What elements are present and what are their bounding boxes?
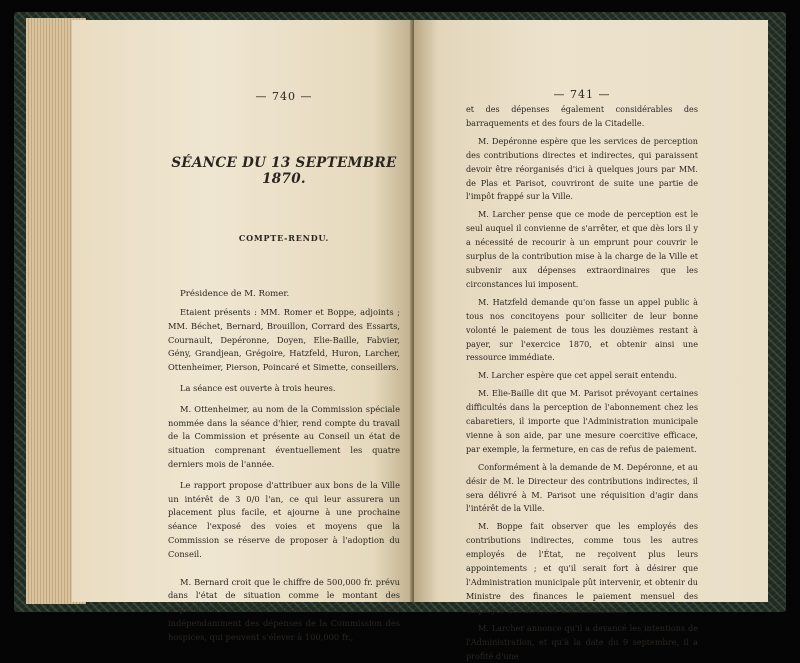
paragraph: M. Larcher espère que cet appel serait entendu. [478, 370, 677, 381]
right-page [414, 20, 768, 661]
paragraph: M. Larcher annonce qu'il a devancé les intentions de l'Administration, et qu'à la date du 9 septembre, il a profité d'une [466, 622, 698, 661]
paragraph: Etaient présents : MM. Romer et Boppe, adjoints ; MM. Béchet, Bernard, Brouillon, Corrard des Essarts, Cournault, Depéronne, Doyen, Elie-Baille, Fabvier, Gény, Grandjean, Grégoire, Hatzfeld, Huron, Larcher, Ottenheimer, Pierson, Poincaré et Simette, conseillers. [168, 307, 400, 373]
paragraph: M. Elie-Baille dit que M. Parisot prévoyant certaines difficultés dans la perception de l'abonnement chez les cabaretiers, il importe que l'Administration municipale vienne à son aide, par une mesure coercitive efficace, par exemple, la fermeture, en cas de refus de paiement. [466, 388, 698, 454]
paragraph: M. Hatzfeld demande qu'on fasse un appel public à tous nos concitoyens pour solliciter de leur bonne volonté le paiement de tous les douzièmes restant à payer, sur l'exercice 1870, et obtenir ainsi une ressource immédiate. [466, 296, 698, 363]
section-subtitle: COMPTE-RENDU. [238, 233, 330, 243]
paragraph: M. Bernard croit que le chiffre de 500,000 fr. prévu dans l'état de situation comme le montant des réquisitions est bien au-dessous de la réalité, indépendamment des dépenses de la Commission des hospices, qui peuvent s'élever à 100,000 fr., [168, 576, 400, 642]
presidence-line: Présidence de M. Romer. [180, 289, 290, 299]
paragraph: M. Ottenheimer, au nom de la Commission spéciale nommée dans la séance d'hier, rend compte du travail de la Commission et présente au Conseil un état de situation comprenant éventuellement les quatre derniers mois de l'année. [168, 403, 400, 469]
paragraph: M. Boppe fait observer que les employés des contributions indirectes, comme tous les autres employés de l'État, ne reçoivent plus leurs appointements ; et qu'il serait fort à désirer que l'Administration municipale pût intervenir, et obtenir du Ministre des finances le paiement mensuel des employés des diverses administrations. [466, 521, 698, 615]
paragraph: La séance est ouverte à trois heures. [180, 382, 336, 393]
paragraph: M. Depéronne espère que les services de perception des contributions directes et indirectes, qui paraissent devoir être réorganisés d'ici à quelques jours par MM. de Plas et Parisot, couvriront de suite une partie de l'impôt frappé sur la Ville. [466, 135, 698, 202]
paragraph: et des dépenses également considérables des barraquements et des fours de la Citadelle. [466, 104, 698, 128]
page-number-left: — 740 — [255, 90, 313, 103]
paragraph: Le rapport propose d'attribuer aux bons de la Ville un intérêt de 3 0/0 l'an, ce qui leur assurera un placement plus facile, et ajourne à une prochaine séance l'exposé des voies et moyens que la Commission se réserve de proposer à l'adoption du Conseil. [168, 479, 400, 559]
paragraph: Conformément à la demande de M. Depéronne, et au désir de M. le Directeur des contributions indirectes, il sera délivré à M. Parisot une réquisition d'agir dans l'intérêt de la Ville. [466, 461, 698, 514]
session-title: SÉANCE DU 13 SEPTEMBRE 1870. [171, 155, 397, 187]
page-number-right: — 741 — [553, 88, 611, 101]
paragraph: M. Larcher pense que ce mode de perception est le seul auquel il convienne de s'arrêter, et que dès lors il y a nécessité de recourir à un emprunt pour couvrir le surplus de la contribution mise à la charge de la Ville et subvenir aux dépenses extraordinaires que les circonstances lui imposent. [466, 209, 698, 289]
left-page [72, 20, 414, 642]
